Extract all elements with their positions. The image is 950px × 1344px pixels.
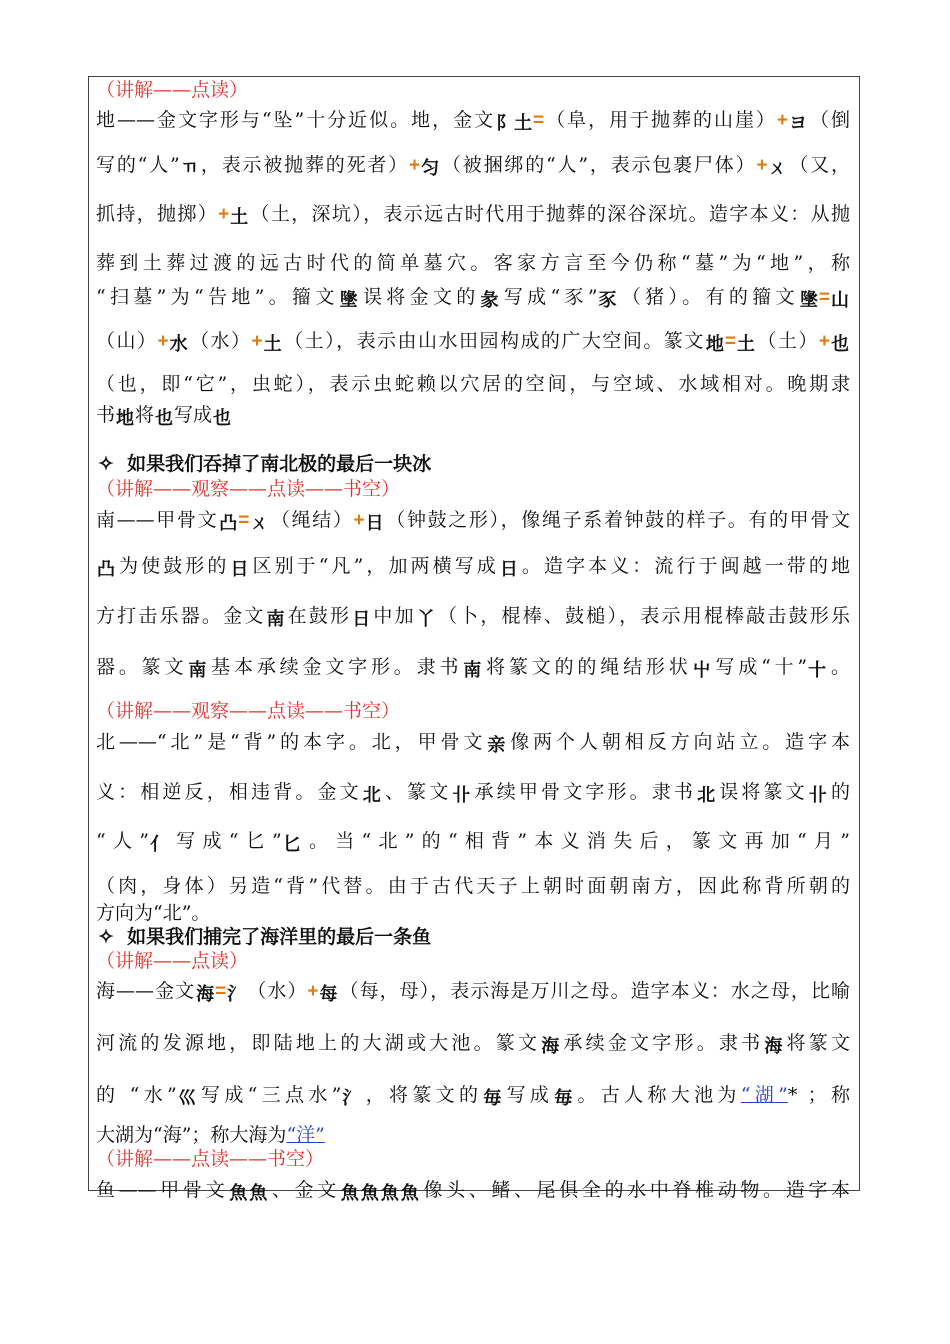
glyph-yu-jinwen-1: 魚 [340, 1183, 359, 1204]
glyph-di-jinwen: 阝土 [496, 113, 533, 134]
glyph-bei-zhuanwen: 卝 [452, 785, 471, 806]
glyph-ye-3: 也 [213, 408, 232, 429]
heading-ice: ✧ 如果我们吞掉了南北极的最后一块冰 [98, 453, 432, 475]
bei-line-4: （肉，身体）另造“背”代替。由于古代天子上朝时面朝南方，因此称背所朝的 [96, 875, 850, 897]
plus-sign: + [157, 331, 169, 352]
glyph-yu-jinwen-4: 魚 [400, 1183, 419, 1204]
glyph-yu-jiagu-2: 魚 [249, 1183, 268, 1204]
tag-explain-read: （讲解——点读） [96, 79, 249, 101]
plus-sign: + [756, 155, 768, 176]
hai-line-2: 河流的发源地，即陆地上的大湖或大池。篆文海承续金文字形。隶书海将篆文 [96, 1030, 850, 1060]
plus-sign: + [218, 204, 230, 225]
glyph-jie: ㄨ [250, 513, 269, 534]
glyph-ren-dao: ヨ [789, 113, 808, 134]
bullet-icon: ✧ [98, 453, 114, 475]
bei-line-1: 北——“北”是“背”的本字。北，甲骨文亲像两个人朝相反方向站立。造字本 [96, 729, 850, 759]
glyph-di-zhouwen: 墬 [339, 290, 358, 311]
tag-explain-observe-read-write: （讲解——观察——点读——书空） [96, 478, 401, 500]
yu-line-1: 鱼——甲骨文魚 魚、金文魚 魚 魚 魚像头、鳍、尾俱全的水中脊椎动物。造字本 [96, 1177, 850, 1207]
glyph-hai-lishu: 海 [764, 1036, 783, 1057]
glyph-ren-kun: 匀 [421, 158, 440, 179]
di-line-4: 葬到土葬过渡的远古时代的简单墓穴。客家方言至今仍称“墓”为“地”，称 [96, 252, 850, 274]
glyph-bi: 匕 [282, 834, 301, 855]
glyph-hai-zhuanwen: 海 [541, 1036, 560, 1057]
glyph-shi: 豕 [598, 290, 617, 311]
glyph-tu-3: 土 [736, 334, 755, 355]
di-line-1: 地——金文字形与“坠”十分近似。地，金文阝土=（阜，用于抛葬的山崖）+ヨ（倒 [96, 107, 850, 137]
hai-line-3: 的 “水”巛写成“三点水”氵，将篆文的毎写成毎。古人称大池为“湖”* ；称 [96, 1082, 850, 1112]
glyph-shui-3: 巛 [177, 1088, 196, 1109]
tag-explain-observe-read-write-2: （讲解——观察——点读——书空） [96, 700, 401, 722]
link-hu[interactable]: “湖” [740, 1084, 788, 1106]
tag-explain-read-write: （讲解——点读——书空） [96, 1148, 325, 1170]
glyph-jie-2: 屮 [692, 660, 711, 681]
plus-sign: + [307, 981, 319, 1002]
glyph-nan-zhuanwen: 南 [188, 660, 207, 681]
glyph-ye-2: 也 [155, 408, 174, 429]
glyph-mei-2: 毎 [483, 1088, 502, 1109]
glyph-shan: 山 [830, 290, 849, 311]
nan-line-1: 南——甲骨文凸=ㄨ（绳结）+日（钟鼓之形），像绳子系着钟鼓的样子。有的甲骨文 [96, 507, 850, 537]
eq-sign: = [238, 510, 250, 531]
glyph-nan-jinwen: 南 [266, 609, 285, 630]
glyph-shui-2: 氵 [227, 984, 246, 1005]
glyph-mei: 每 [319, 984, 338, 1005]
plus-sign: + [776, 110, 789, 131]
bei-line-3: “人”亻写成“匕”匕。当“北”的“相背”本义消失后，篆文再加“月” [96, 828, 850, 858]
glyph-bei-zhuanwen-2: 卝 [808, 785, 827, 806]
glyph-tuan: 彖 [480, 290, 499, 311]
glyph-yu-jinwen-2: 魚 [360, 1183, 379, 1204]
glyph-bu: 丫 [416, 609, 435, 630]
glyph-bei-jiagu: 亲 [487, 735, 506, 756]
di-line-5: “扫墓”为“告地”。籀文墬误将金文的彖写成“豕”豕（猪）。有的籀文墬=山 [96, 284, 850, 314]
di-line-6: （山）+水（水）+土（土），表示由山水田园构成的广大空间。篆文地=土（土）+也 [96, 328, 850, 358]
glyph-shui: 水 [169, 334, 188, 355]
nan-line-3: 方打击乐器。金文南在鼓形日中加丫（卜，棍棒、鼓槌），表示用棍棒敲击鼓形乐 [96, 603, 850, 633]
hai-line-1: 海——金文海=氵（水）+每（每，母），表示海是万川之母。造字本义：水之母，比喻 [96, 978, 850, 1008]
di-line-2: 写的“人”ㄲ，表示被抛葬的死者）+匀（被捆绑的“人”，表示包裹尸体）+ㄨ（又， [96, 152, 850, 182]
tag-explain-read-2: （讲解——点读） [96, 950, 249, 972]
glyph-sandian: 氵 [342, 1088, 361, 1109]
glyph-gu-2: 日 [230, 559, 249, 580]
glyph-ren-dao-2: ㄲ [180, 158, 199, 179]
glyph-gu: 日 [365, 513, 384, 534]
bullet-icon: ✧ [98, 926, 114, 948]
plus-sign: + [409, 155, 421, 176]
nan-line-2: 凸为使鼓形的日区别于“凡”，加两横写成日。造字本义：流行于闽越一带的地 [96, 553, 850, 583]
glyph-hai-jinwen: 海 [196, 984, 215, 1005]
glyph-nan-lishu: 南 [463, 660, 482, 681]
glyph-mei-3: 毎 [554, 1088, 573, 1109]
glyph-gu-3: 日 [499, 559, 518, 580]
glyph-shi-2: 十 [808, 660, 827, 681]
glyph-you: ㄨ [768, 158, 787, 179]
hai-line-4: 大湖为“海”；称大海为“洋” [96, 1124, 325, 1146]
glyph-di-zhouwen-2: 墬 [799, 290, 818, 311]
glyph-nan-jiagu-2: 凸 [97, 559, 115, 580]
di-line-3: 抓持，抛掷）+土（土，深坑），表示远古时代用于抛葬的深谷深坑。造字本义：从抛 [96, 201, 850, 231]
glyph-ren: 亻 [149, 834, 168, 855]
bei-line-5: 方向为“北”。 [96, 902, 211, 924]
eq-sign: = [724, 331, 736, 352]
di-line-7: （也，即“它”，虫蛇），表示虫蛇赖以穴居的空间，与空域、水域相对。晚期隶 [96, 373, 850, 395]
eq-sign: = [215, 981, 227, 1002]
glyph-nan-jiagu: 凸 [219, 513, 238, 534]
plus-sign: + [818, 331, 830, 352]
glyph-yu-jiagu-1: 魚 [229, 1183, 248, 1204]
eq-sign: = [818, 287, 830, 308]
glyph-tu-2: 土 [263, 334, 282, 355]
glyph-tu: 土 [230, 207, 249, 228]
plus-sign: + [251, 331, 263, 352]
eq-sign: = [533, 110, 545, 131]
bei-line-2: 义：相逆反，相违背。金文北、篆文卝承续甲骨文字形。隶书北误将篆文卝的 [96, 779, 850, 809]
glyph-ye: 也 [830, 334, 849, 355]
glyph-yu-jinwen-3: 魚 [380, 1183, 399, 1204]
nan-line-4: 器。篆文南基本承续金文字形。隶书南将篆文的的绳结形状屮写成“十”十。 [96, 654, 850, 684]
plus-sign: + [353, 510, 365, 531]
di-line-8: 书地将也写成也 [96, 402, 232, 432]
link-yang[interactable]: “洋” [286, 1124, 325, 1146]
glyph-di-zhuanwen: 地 [705, 334, 724, 355]
glyph-di-lishu: 地 [116, 408, 135, 429]
glyph-bei-jinwen: 北 [362, 785, 381, 806]
glyph-bei-lishu: 北 [697, 785, 716, 806]
heading-fish: ✧ 如果我们捕完了海洋里的最后一条鱼 [98, 926, 432, 948]
glyph-gu-4: 日 [352, 609, 371, 630]
content-frame [88, 76, 860, 1191]
